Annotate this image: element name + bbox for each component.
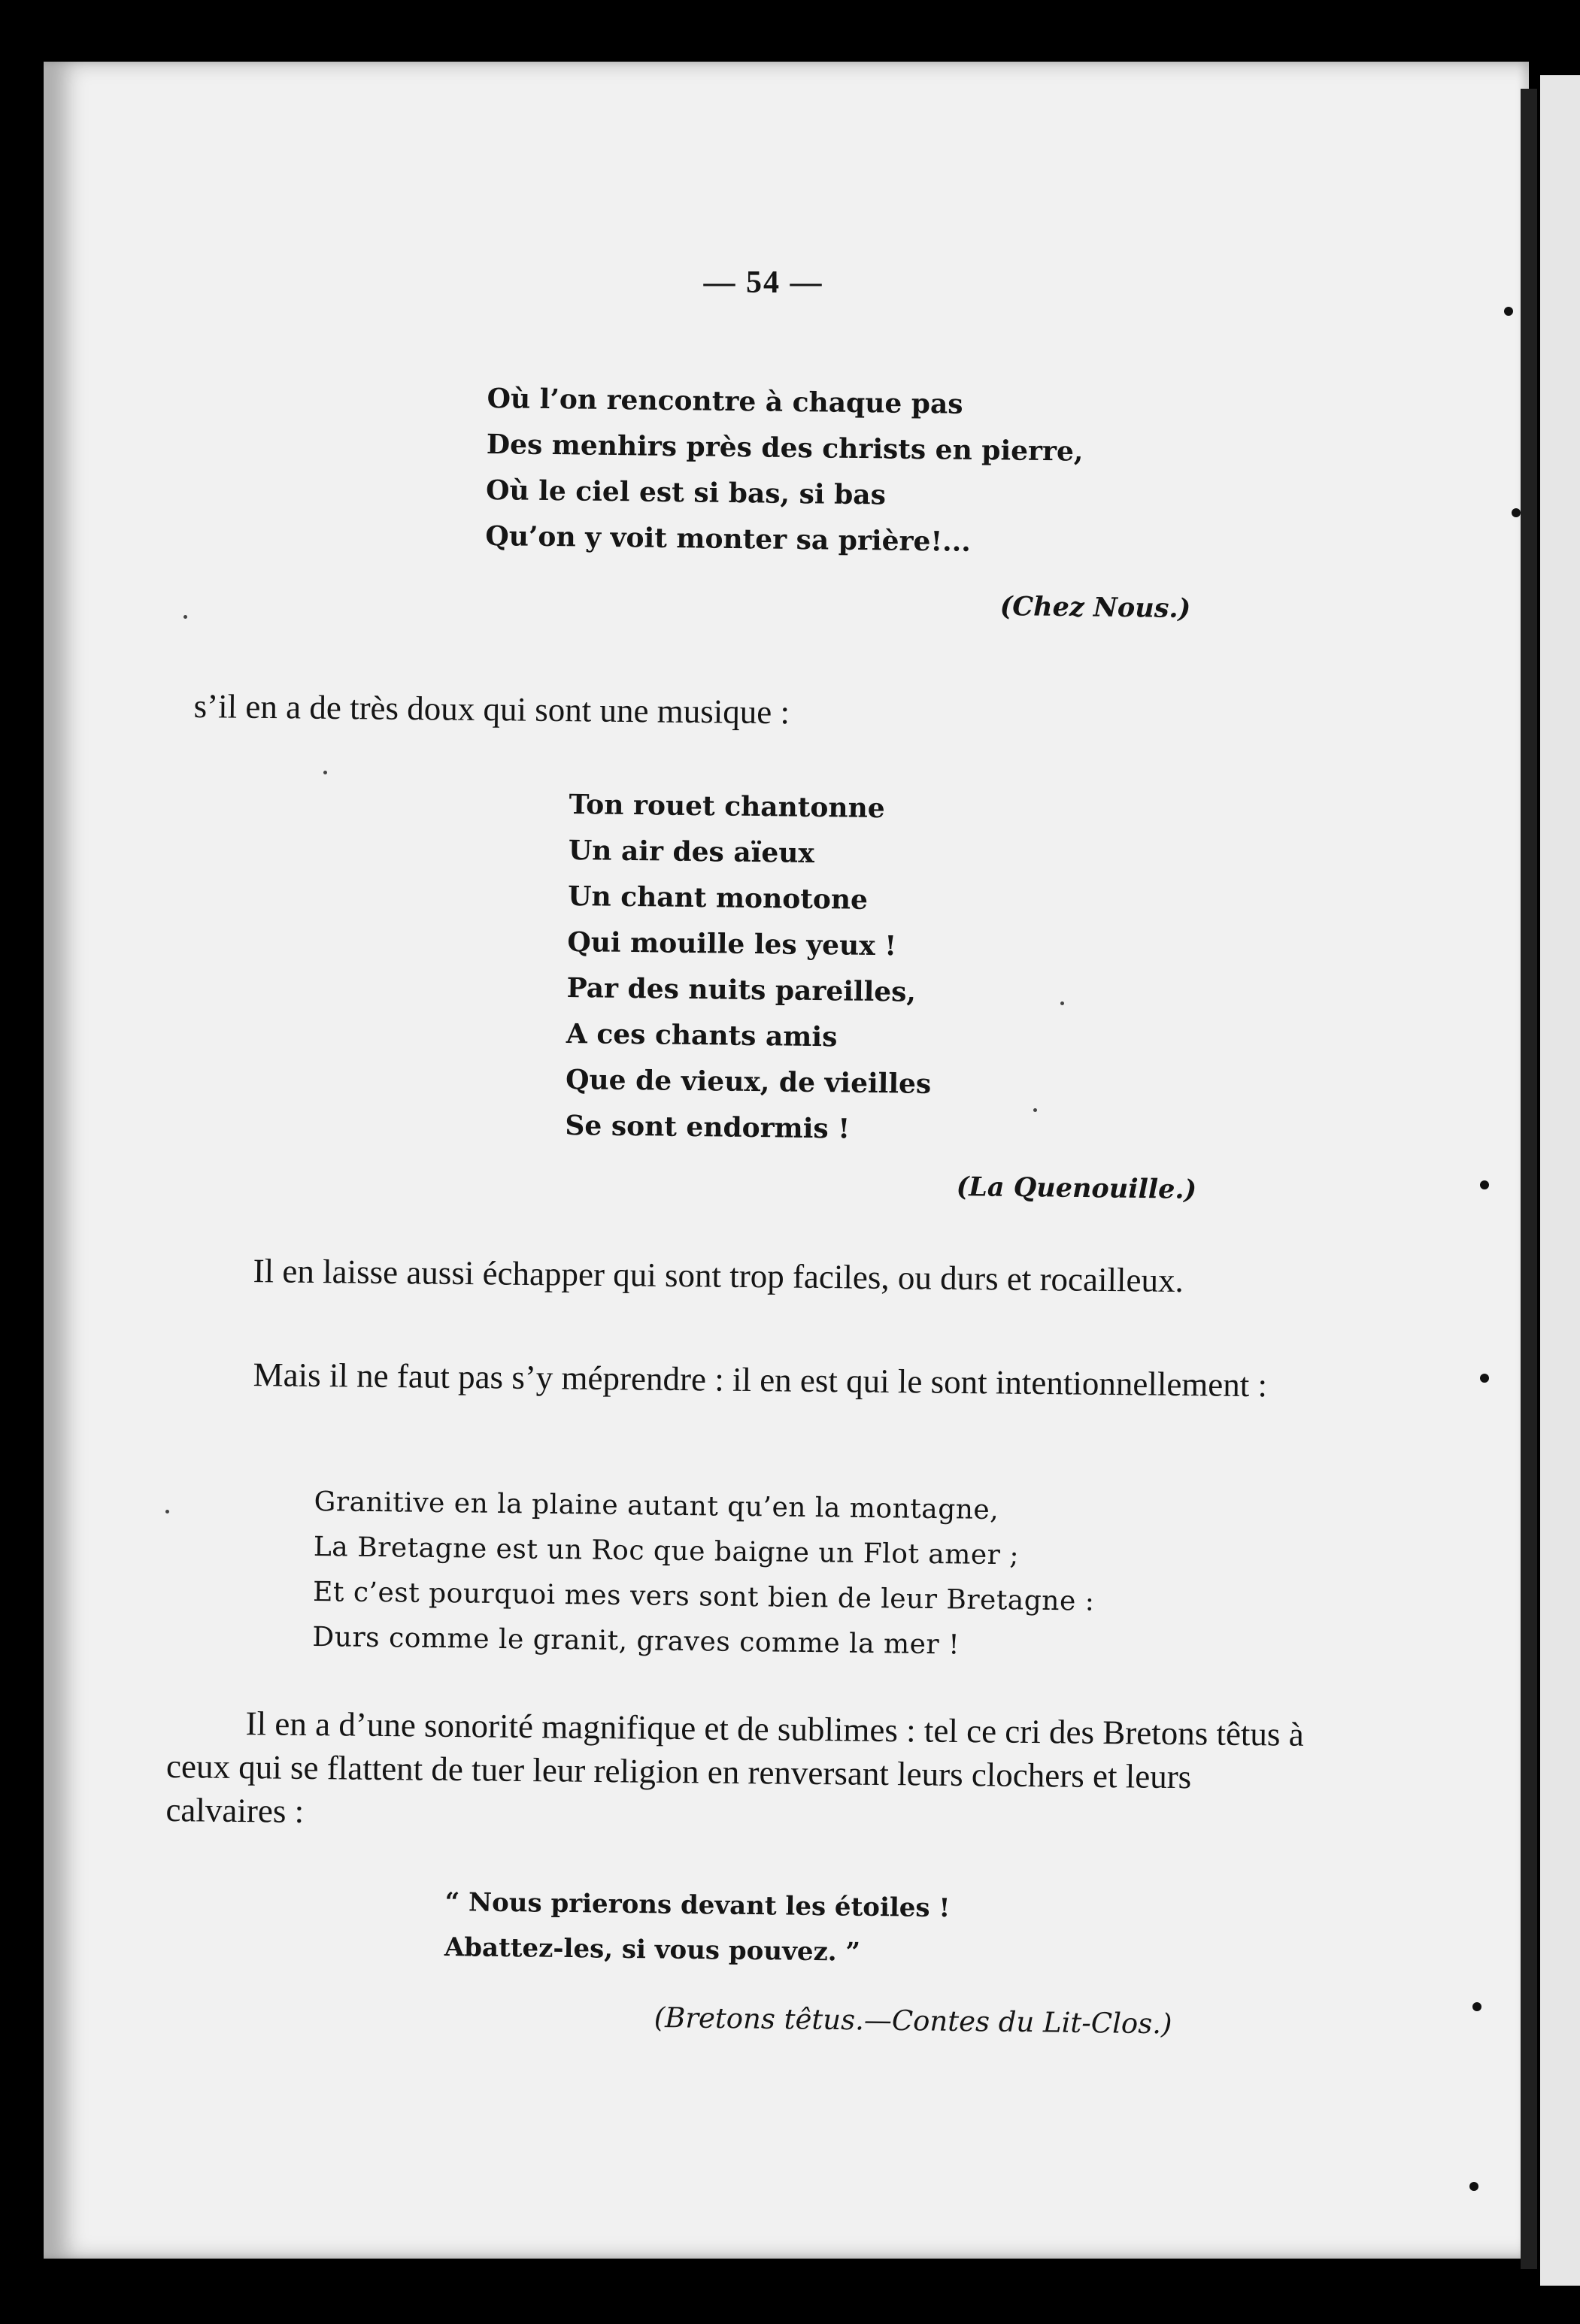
verse-line: Un air des aïeux xyxy=(568,834,815,869)
poem-bretagne xyxy=(312,1480,1096,1670)
scan-speck xyxy=(1033,1108,1037,1112)
verse-line: Abattez-les, si vous pouvez. ” xyxy=(444,1932,861,1968)
paragraph-text: Il en laisse aussi échapper qui sont trop faciles, ou durs et rocailleux. xyxy=(253,1252,1184,1300)
source-bretons-tetus: (Bretons têtus.—Contes du Lit-Clos.) xyxy=(654,2001,1172,2041)
scan-speck xyxy=(1060,1001,1064,1005)
margin-mark xyxy=(1469,2182,1478,2191)
poem-bretons-tetus xyxy=(444,1880,951,1976)
verse-line: Des menhirs près des christs en pierre, xyxy=(486,428,1084,468)
paragraph-intentionnellement xyxy=(174,1352,1303,1407)
margin-mark xyxy=(1480,1180,1489,1189)
poem-chez-nous xyxy=(485,376,1084,567)
source-chez-nous: (Chez Nous.) xyxy=(999,591,1191,625)
source-la-quenouille: (La Quenouille.) xyxy=(956,1171,1197,1205)
page-number: — 54 — xyxy=(703,265,823,300)
margin-mark xyxy=(1504,307,1513,316)
margin-mark xyxy=(1512,508,1521,517)
verse-line: Que de vieux, de vieilles xyxy=(565,1063,932,1100)
verse-line: Qu’on y voit monter sa prière!... xyxy=(485,520,972,558)
verse-line: Ton rouet chantonne xyxy=(569,788,885,825)
verse-line: La Bretagne est un Roc que baigne un Flot amer ; xyxy=(313,1531,1020,1571)
paragraph-sublimes xyxy=(165,1701,1310,1844)
paragraph-rocailleux xyxy=(174,1248,1303,1304)
verse-line: A ces chants amis xyxy=(566,1017,838,1053)
margin-mark xyxy=(1480,1374,1489,1383)
verse-line: Où l’on rencontre à chaque pas xyxy=(487,382,963,420)
verse-line: Granitive en la plaine autant qu’en la montagne, xyxy=(314,1486,999,1526)
verse-line: Par des nuits pareilles, xyxy=(566,971,917,1008)
poem-la-quenouille xyxy=(565,782,935,1153)
paragraph-text: Mais il ne faut pas s’y méprendre : il en est qui le sont intentionnellement : xyxy=(253,1356,1268,1404)
scan-speck xyxy=(323,771,327,774)
verse-line: Qui mouille les yeux ! xyxy=(567,926,897,962)
scan-speck xyxy=(183,615,187,619)
verse-line: “ Nous prierons devant les étoiles ! xyxy=(444,1886,951,1924)
intro-sentence: s’il en a de très doux qui sont une musique : xyxy=(193,686,790,732)
verse-line: Où le ciel est si bas, si bas xyxy=(485,474,887,511)
verse-line: Se sont endormis ! xyxy=(565,1109,851,1145)
margin-mark xyxy=(1472,2002,1481,2011)
verse-line: Et c’est pourquoi mes vers sont bien de leur Bretagne : xyxy=(312,1576,1095,1617)
verse-line: Un chant monotone xyxy=(567,880,869,916)
paragraph-text: Il en a d’une sonorité magnifique et de sublimes : tel ce cri des Bretons têtus à ceux qui se flattent de tuer leur religion en renversant leurs clochers et leurs calvaires : xyxy=(165,1704,1304,1830)
scan-speck xyxy=(165,1510,169,1513)
verse-line: Durs comme le granit, graves comme la mer ! xyxy=(312,1621,960,1661)
